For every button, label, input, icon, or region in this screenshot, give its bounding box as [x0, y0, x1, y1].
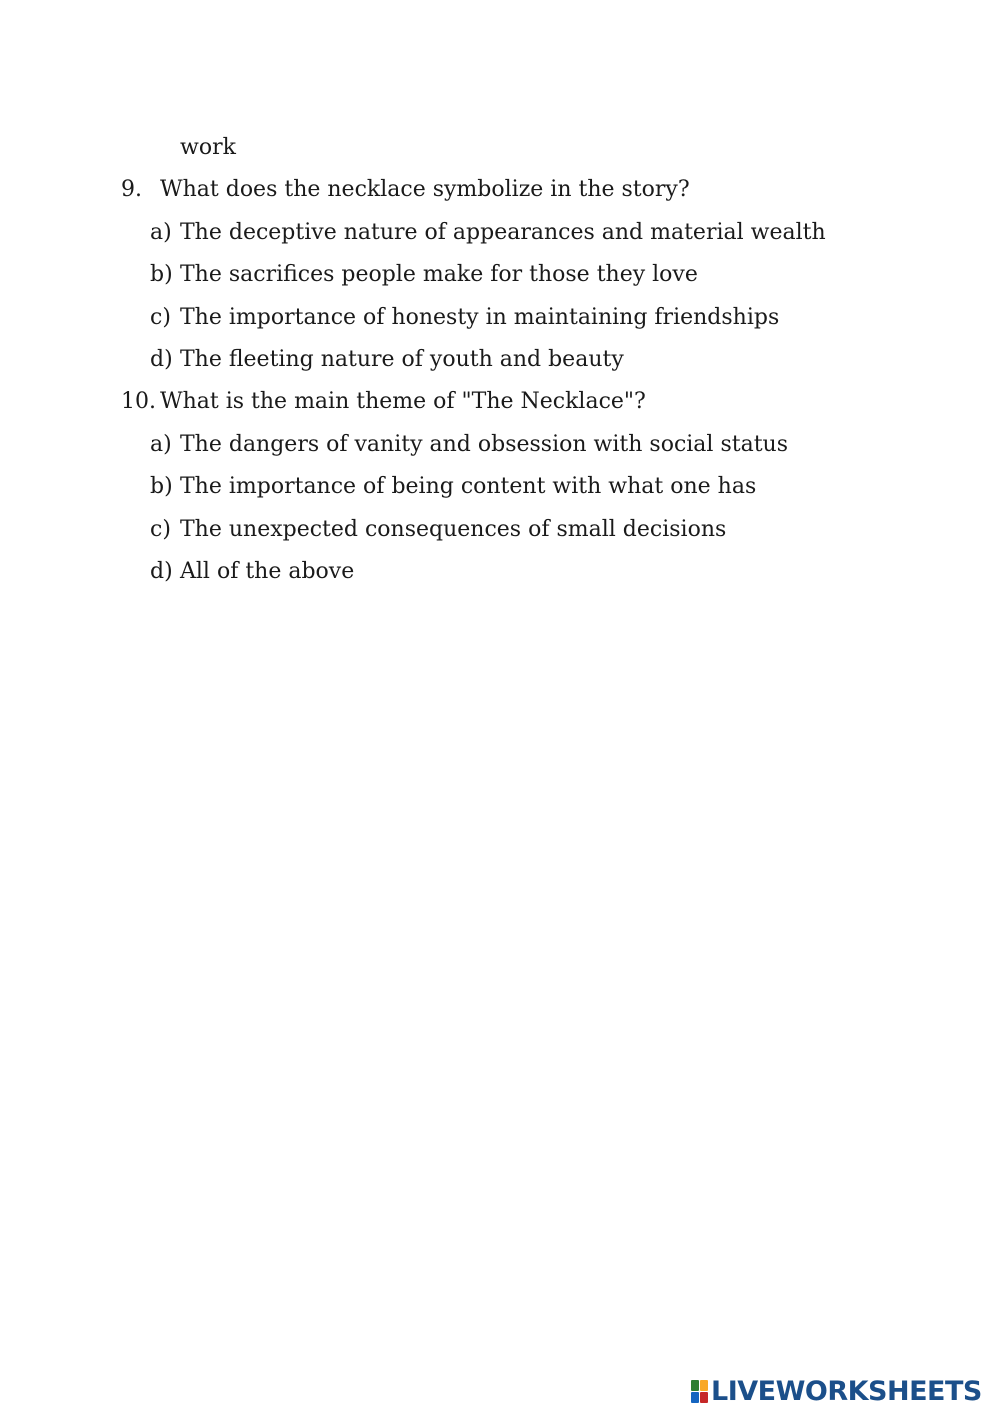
option-text: The importance of being content with what one has	[180, 474, 757, 499]
option-text: The importance of honesty in maintaining friendships	[180, 305, 780, 330]
option-letter: d)	[150, 347, 173, 372]
logo-text: LIVEWORKSHEETS	[711, 1375, 982, 1407]
option-letter: a)	[150, 220, 172, 245]
option-letter: b)	[150, 474, 173, 499]
option-text: The deceptive nature of appearances and material wealth	[180, 220, 826, 245]
question-number: 10.	[121, 389, 156, 414]
option-letter: d)	[150, 559, 173, 584]
option-letter: c)	[150, 517, 171, 542]
option-text: The sacrifices people make for those they love	[180, 262, 698, 287]
liveworksheets-logo[interactable]	[691, 1376, 982, 1406]
question-text: What is the main theme of "The Necklace"?	[160, 389, 646, 414]
option-text: The dangers of vanity and obsession with social status	[180, 432, 788, 457]
continued-option-text: work	[180, 135, 236, 160]
question-text: What does the necklace symbolize in the story?	[160, 177, 690, 202]
option-letter: b)	[150, 262, 173, 287]
option-letter: c)	[150, 305, 171, 330]
liveworksheets-logo-icon	[691, 1379, 709, 1403]
option-letter: a)	[150, 432, 172, 457]
option-text: All of the above	[180, 559, 355, 584]
question-number: 9.	[121, 177, 142, 202]
option-text: The fleeting nature of youth and beauty	[180, 347, 624, 372]
option-text: The unexpected consequences of small decisions	[180, 517, 727, 542]
